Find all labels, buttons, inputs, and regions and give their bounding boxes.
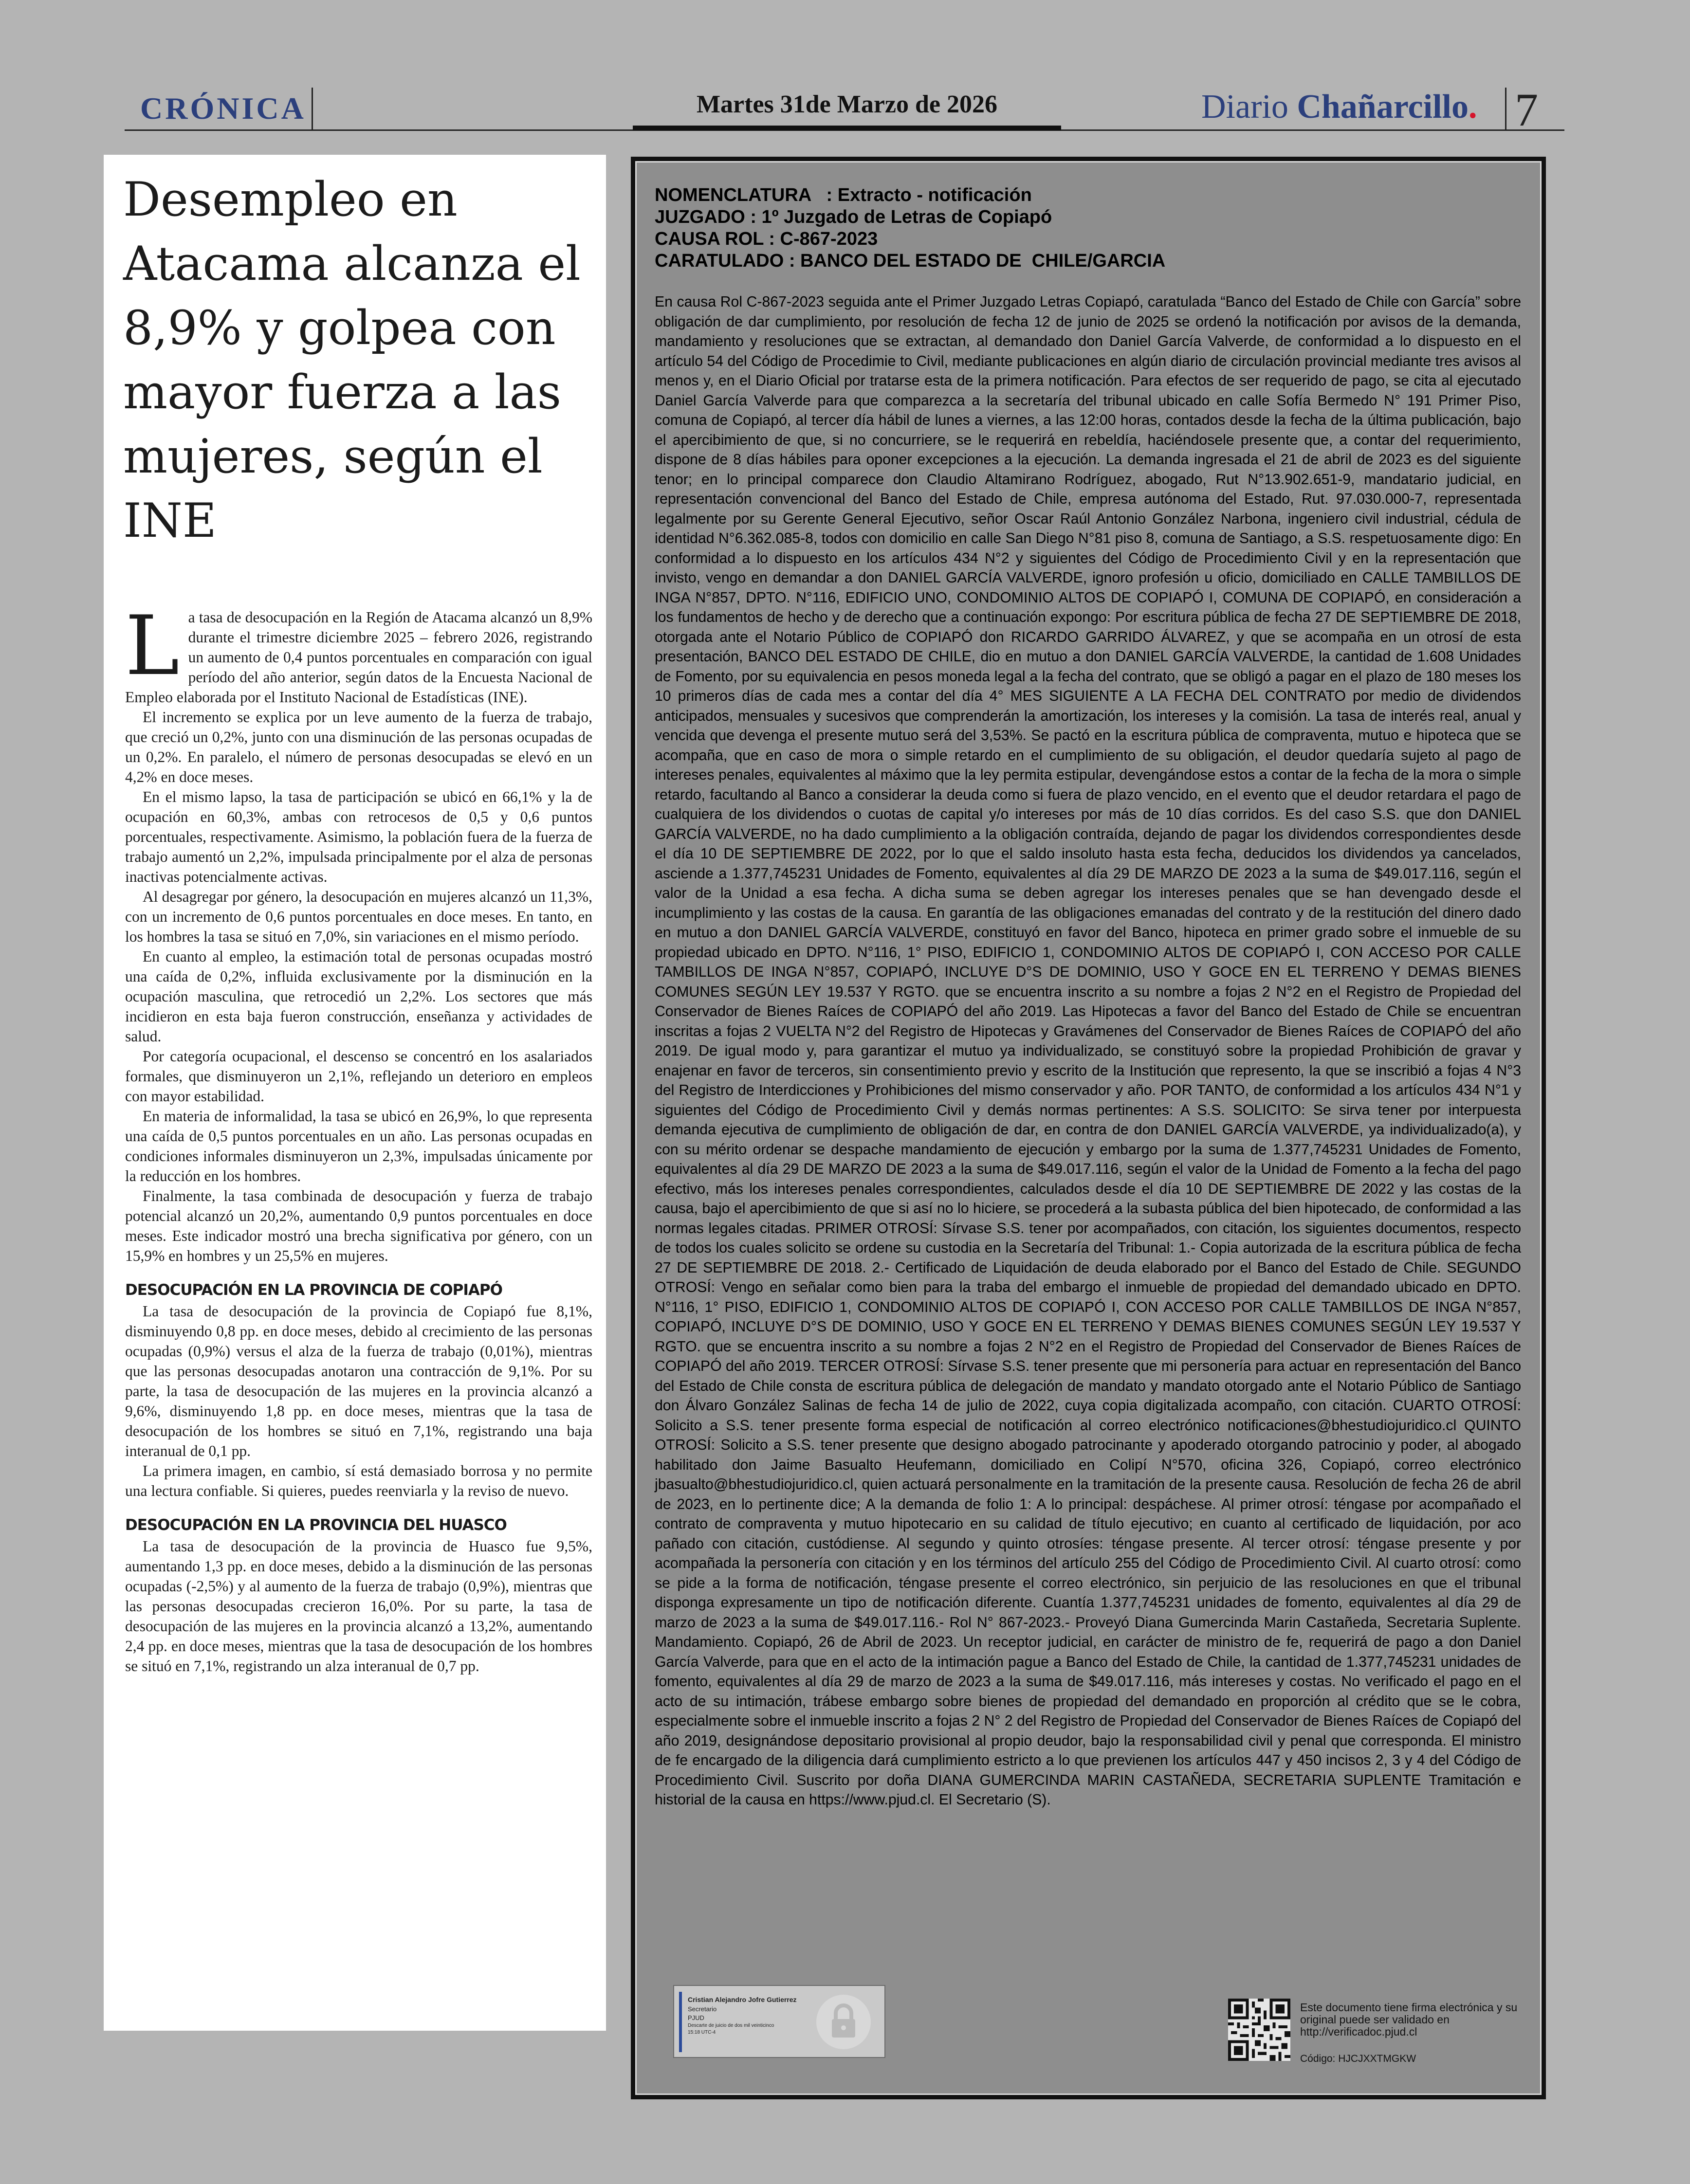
notice-text: En causa Rol C-867-2023 seguida ante el Primer Juzgado Letras Copiapó, caratulada “Banco del Estado de Chile con García” sobre obligación de dar cumplimiento, por resolución de fecha 12 de junio de 2025 se ordenó la notificación por avisos de la demanda, mandamiento y resoluciones que se extractan, al demandado don Daniel García Valverde, de conformidad a lo dispuesto en el artículo 54 del Código de Procedimie to Civil, mediante publicaciones en algún diario de circulación provincial mediante tres avisos al menos y, en el Diario Oficial por tratarse esta de la primera notificación. Para efectos de ser requerido de pago, se cita al ejecutado Daniel García Valverde para que comparezca a la secretaría del tribunal ubicado en calle Sofía Bermedo N° 191 Primer Piso, comuna de Copiapó, al tercer día hábil de lunes a viernes, a las 12:00 horas, contados desde la fecha de la última publicación, bajo el apercibimiento de que, si no concurriere, se le requerirá en rebeldía, haciéndosele presente que, a contar del requerimiento, dispone de 8 días hábiles para oponer excepciones a la ejecución. La demanda ingresada el 21 de abril de 2023 es del siguiente tenor; en lo principal comparece don Claudio Altamirano Rodríguez, abogado, Rut N°13.902.651-9, mandatario judicial, en representación convencional del Banco del Estado de Chile, empresa autónoma del Estado, Rut. 97.030.000-7, representada legalmente por su Gerente General Ejecutivo, señor Oscar Raúl Antonio González Narbona, ingeniero civil industrial, cédula de identidad N°6.362.085-8, todos con domicilio en calle San Diego N°81 piso 8, comuna de Santiago, a S.S. respetuosamente digo: En conformidad a lo dispuesto en los artículos 434 N°2 y siguientes del Código de Procedimiento Civil y en la representación que invisto, vengo en demandar a don DANIEL GARCÍA VALVERDE, ignoro profesión u oficio, domiciliado en CALLE TAMBILLOS DE INGA N°857, DPTO. N°116, EDIFICIO UNO, CONDOMINIO ALTOS DE COPIAPÓ I, COMUNA DE COPIAPÓ, en consideración a los fundamentos de hecho y de derecho que a continuación expongo: Por escritura pública de fecha 27 DE SEPTIEMBRE DE 2018, otorgada ante el Notario Público de COPIAPÓ don RICARDO GARRIDO ÁLVAREZ, y que se acompaña en un otrosí de esta presentación, BANCO DEL ESTADO DE CHILE, dio en mutuo a don DANIEL GARCÍA VALVERDE, la cantidad de 1.608 Unidades de Fomento, por su equivalencia en pesos moneda legal a la fecha del contrato, que se obligó a pagar en el plazo de 180 meses los 10 primeros días de cada mes a contar del día 4° MES SIGUIENTE A LA FECHA DEL CONTRATO por medio de dividendos anticipados, mensuales y sucesivos que comprenderán la amortización, los intereses y la comisión. La tasa de interés real, anual y vencida que devenga el presente mutuo será del 3,53%. Se pactó en la escritura pública de compraventa, mutuo e hipoteca que se acompaña, que en caso de mora o simple retardo en el cumplimiento de su obligación, el deudor quedaría sujeto al pago de intereses penales, equivalentes al máximo que la ley permita estipular, devengándose estos a contar de la fecha de la mora o simple retardo, facultando al Banco a considerar la deuda como si fuera de plazo vencido, en el evento que el deudor retardara el pago de cualquiera de los dividendos o cuotas de capital y/o intereses por más de 10 días corridos. Es del caso S.S. que don DANIEL GARCÍA VALVERDE, no ha dado cumplimiento a la obligación contraída, dejando de pagar los dividendos correspondientes desde el día 10 DE SEPTIEMBRE DE 2022, por lo que el saldo insoluto hasta esta fecha, deducidos los dividendos ya cancelados, asciende a 1.377,745231 Unidades de Fomento, equivalentes al día 29 DE MARZO DE 2023 a la suma de $49.017.116, según el valor de la Unidad a esa fecha. A dicha suma se deben agregar los intereses penales que se han devengado desde el incumplimiento y las costas de la causa. En garantía de las obligaciones emanadas del contrato y de la restitución del dinero dado en mutuo a don DANIEL GARCÍA VALVERDE, constituyó en favor del Banco, hipoteca en primer grado sobre el inmueble de su propiedad ubicado en DPTO. N°116, 1° PISO, EDIFICIO 1, CONDOMINIO ALTOS DE COPIAPÓ I, CON ACCESO POR CALLE TAMBILLOS DE INGA N°857, COPIAPÓ, INCLUYE D°S DE DOMINIO, USO Y GOCE EN EL TERRENO Y DEMAS BIENES COMUNES SEGÚN LEY 19.537 Y RGTO. que se encuentra inscrito a su nombre a fojas 2 N°2 en el Registro de Propiedad del Conservador de Bienes Raíces de COPIAPÓ del año 2019. Las Hipotecas a favor del Banco del Estado de Chile se encuentran inscritas a fojas 2 VUELTA N°2 del Registro de Hipotecas y Gravámenes del Conservador de Bienes Raíces de COPIAPÓ del año 2019. De igual modo y, para garantizar el mutuo ya individualizado, se constituyó sobre la propiedad Prohibición de gravar y enajenar en favor de terceros, sin consentimiento previo y escrito de la Institución que represento, la que se inscribió a fojas 4 N°3 del Registro de Interdicciones y Prohibiciones del mismo conservador y año. POR TANTO, de conformidad a los artículos 434 N°1 y siguientes del Código de Procedimiento Civil y demás normas pertinentes: A S.S. SOLICITO: Se sirva tener por interpuesta demanda ejecutiva de cumplimiento de obligación de dar, en contra de don DANIEL GARCÍA VALVERDE, ya individualizado(a), y con su mérito ordenar se despache mandamiento de ejecución y embargo por la suma de 1.377,745231 Unidades de Fomento, equivalentes al día 29 DE MARZO DE 2023 a la suma de $49.017.116, según el valor de la Unidad de Fomento a la fecha del pago efectivo, más los intereses penales correspondientes, calculados desde el día 10 DE SEPTIEMBRE DE 2022 y las costas de la causa, bajo el apercibimiento de que si así no lo hiciere, se procederá a la subasta pública del bien hipotecado, de conformidad a las normas legales citadas. PRIMER OTROSÍ: Sírvase S.S. tener por acompañados, con citación, los siguientes documentos, respecto de todos los cuales solicito se ordene su custodia en la Secretaría del Tribunal: 1.- Copia autorizada de la escritura pública de fecha 27 DE SEPTIEMBRE DE 2018. 2.- Certificado de Liquidación de deuda elaborado por el Banco del Estado de Chile. SEGUNDO OTROSÍ: Vengo en señalar como bien para la traba del embargo el inmueble de propiedad del demandado ubicado en DPTO. N°116, 1° PISO, EDIFICIO 1, CONDOMINIO ALTOS DE COPIAPÓ I, CON ACCESO POR CALLE TAMBILLOS DE INGA N°857, COPIAPÓ, INCLUYE D°S DE DOMINIO, USO Y GOCE EN EL TERRENO Y DEMAS BIENES COMUNES SEGÚN LEY 19.537 Y RGTO. que se encuentra inscrito a su nombre a fojas 2 N°2 en el Registro de Propiedad del Conservador de Bienes Raíces de COPIAPÓ del año 2019. TERCER OTROSÍ: Sírvase S.S. tener presente que mi personería para actuar en representación del Banco del Estado de Chile consta de escritura pública de delegación de mandato y mandato otorgado ante el Notario Público de Santiago don Álvaro González Salinas de fecha 14 de julio de 2022, cuya copia digitalizada acompaño, con citación. CUARTO OTROSÍ: Solicito a S.S. tener presente forma especial de notificación al correo electrónico notificaciones@bhestudiojuridico.cl QUINTO OTROSÍ: Solicito a S.S. tener presente que designo abogado patrocinante y apoderado otorgando patrocinio y poder, al abogado habilitado don Jaime Basualto Heufemann, domiciliado en Colipí N°570, oficina 326, Copiapó, correo electrónico jbasualto@bhestudiojuridico.cl, quien actuará personalmente en la tramitación de la presente causa. Resolución de fecha 26 de abril de 2023, en lo pertinente dice; A la demanda de folio 1: A lo principal: despáchese. Al primer otrosí: téngase por acompañado el contrato de compraventa y mutuo hipotecario en su calidad de título ejecutivo; en cuanto al certificado de liquidación, por aco pañado con citación, custódiense. Al segundo y quinto otrosíes: téngase presente. Al tercer otrosí: téngase presente y por acompañada la personería con citación y en los términos del artículo 255 del Código de Procedimiento Civil. Al cuarto otrosí: como se pide a la forma de notificación, téngase presente el correo electrónico, sin perjuicio de las resoluciones en que el tribunal disponga expresamente un tipo de notificación diferente. Cuantía 1.377,745231 unidades de fomento, equivalentes al día 29 de marzo de 2023 a la suma de $49.017.116.- Rol N° 867-2023.- Proveyó Diana Gumercinda Marin Castañeda, Secretaria Suplente. Mandamiento. Copiapó, 26 de Abril de 2023. Un receptor judicial, en carácter de ministro de fe, requerirá de pago a don Daniel García Valverde, para que en el acto de la intimación pague a Banco del Estado de Chile, la cantidad de 1.377,745231 unidades de fomento, equivalentes al día 29 de marzo de 2023 a la suma de $49.017.116, más intereses y costas. No verificado el pago en el acto de su intimación, trábese embargo sobre bienes de propiedad del demandado en proporción al crédito que se le cobra, especialmente sobre el inmueble inscrito a fojas 2 N° 2 del Registro de Propiedad del Conservador de Bienes Raíces de Copiapó del año 2019, designándose depositario provisional al propio deudor, bajo la responsabilidad civil y penal que corresponda. El ministro de fe encargado de la diligencia dará cumplimiento estricto a lo que previenen los artículos 447 y 450 incisos 2, 3 y 4 del Código de Procedimiento Civil. Suscrito por doña DIANA GUMERCINDA MARIN CASTAÑEDA, SECRETARIA SUPLENTE Tramitación e historial de la causa en https://www.pjud.cl. El Secretario (S).: [655, 294, 1521, 1808]
section-divider: [312, 88, 313, 130]
newspaper-brand: [1201, 88, 1477, 127]
signature-accent-bar: [679, 1992, 682, 2052]
signer-name: Cristian Alejandro Jofre Gutierrez: [688, 1996, 797, 2003]
article-lead: [125, 598, 592, 707]
article-paragraph: En cuanto al empleo, la estimación total de personas ocupadas mostró una caída de 0,2%, influida exclusivamente por la disminución en la ocupación masculina, que retrocedió un 2,2%. Los sectores que más incidieron en esta baja fueron construcción, enseñanza y actividades de salud.: [125, 948, 592, 1045]
qr-code-icon: [1228, 1999, 1290, 2061]
article-paragraph: En el mismo lapso, la tasa de participación se ubicó en 66,1% y la de ocupación en 60,3%, ambas con retrocesos de 0,5 y 0,6 puntos porcentuales, respectivamente. Asimismo, la población fuera de la fuerza de trabajo aumentó un 2,2%, impulsada principalmente por el alza de personas inactivas potencialmente activas.: [125, 788, 592, 885]
article-paragraph: La tasa de desocupación de la provincia de Huasco fue 9,5%, aumentando 1,3 pp. en doce meses, debido a la disminución de las personas ocupadas (-2,5%) y al aumento de la fuerza de trabajo (0,9%), mientras que las personas desocupadas crecieron 16,0%. Por su parte, la tasa de desocupación de las mujeres en la provincia alcanzó a 13,2%, aumentando 2,4 pp. en doce meses, mientras que la tasa de desocupación de los hombres se situó en 7,1%, registrando un alza interanual de 0,7 pp.: [125, 1538, 592, 1674]
article-paragraph: El incremento se explica por un leve aumento de la fuerza de trabajo, que creció un 0,2%, junto con una disminución de las personas ocupadas de un 0,2%. En paralelo, el número de personas desocupadas se elevó en un 4,2% en doce meses.: [125, 709, 592, 785]
article-paragraph: En materia de informalidad, la tasa se ubicó en 26,9%, lo que representa una caída de 0,5 puntos porcentuales en un año. Las personas ocupadas en condiciones informales disminuyeron un 2,3%, impulsadas únicamente por la reducción en los hombres.: [125, 1108, 592, 1184]
article-paragraph: Finalmente, la tasa combinada de desocupación y fuerza de trabajo potencial alcanzó un 20,2%, aumentando 0,9 puntos porcentuales en doce meses. Este indicador mostró una brecha significativa por género, con un 15,9% en hombres y un 25,5% en mujeres.: [125, 1187, 592, 1264]
subhead-copiapo: DESOCUPACIÓN EN LA PROVINCIA DE COPIAPÓ: [125, 1281, 502, 1299]
article-paragraph: La primera imagen, en cambio, sí está demasiado borrosa y no permite una lectura confiable. Si quieres, puedes reenviarla y la reviso de nuevo.: [125, 1462, 592, 1499]
verification-code: Código: HJCJXXTMGKW: [1300, 2053, 1416, 2064]
date-underline: [633, 126, 1061, 130]
notice-title: NOMENCLATURA : Extracto - notificación JUZGADO : 1º Juzgado de Letras de Copiapó CAUSA ROL : C-867-2023 CARATULADO : BANCO DEL ESTADO DE CHILE/GARCIA: [655, 185, 1166, 271]
lock-icon: [816, 1995, 871, 2049]
article-paragraph: Al desagregar por género, la desocupación en mujeres alcanzó un 11,3%, con un incremento de 0,6 puntos porcentuales en doce meses. En tanto, en los hombres la tasa se situó en 7,0%, sin variaciones en el mismo período.: [125, 888, 592, 945]
legal-notice: [631, 157, 1546, 2099]
article-paragraph: Por categoría ocupacional, el descenso se concentró en los asalariados formales, que disminuyeron un 2,1%, reflejando un deterioro en empleos con mayor estabilidad.: [125, 1048, 592, 1105]
article-headline: Desempleo en Atacama alcanza el 8,9% y golpea con mayor fuerza a las mujeres, según el INE: [123, 172, 581, 548]
lead-text: a tasa de desocupación en la Región de Atacama alcanzó un 8,9% durante el trimestre diciembre 2025 – febrero 2026, registrando un aumento de 0,4 puntos porcentuales en comparación con igual período del año anterior, según datos de la Encuesta Nacional de Empleo elaborada por el Instituto Nacional de Estadísticas (INE).: [125, 609, 592, 706]
electronic-signature-box: [673, 1985, 885, 2058]
brand-dot: .: [1468, 88, 1477, 126]
verification-text: Este documento tiene firma electrónica y su original puede ser validado en http://verificadoc.pjud.cl: [1300, 2001, 1518, 2038]
article-paragraph: La tasa de desocupación de la provincia de Copiapó fue 8,1%, disminuyendo 0,8 pp. en doce meses, debido al crecimiento de las personas ocupadas (0,9%) versus el alza de la fuerza de trabajo (0,01%), mientras que las personas desocupadas anotaron una contracción de 9,1%. Por su parte, la tasa de desocupación de las mujeres en la provincia alcanzó a 9,6%, disminuyendo 1,8 pp. en doce meses, mientras que la tasa de desocupación de los hombres se situó en 7,1%, registrando una baja interanual de 0,1 pp.: [125, 1303, 592, 1459]
signer-org: PJUD: [688, 2014, 704, 2021]
signature-note: Descarte de juicio de dos mil veinticinco: [688, 2023, 774, 2028]
signature-time: 15:18 UTC-4: [688, 2030, 716, 2035]
article-column: [104, 155, 606, 2031]
issue-date: Martes 31de Marzo de 2026: [696, 91, 998, 118]
brand-name: Chañarcillo: [1297, 88, 1469, 126]
subhead-huasco: DESOCUPACIÓN EN LA PROVINCIA DEL HUASCO: [125, 1516, 507, 1534]
article-body: [125, 598, 592, 1676]
page-number: 7: [1515, 84, 1538, 136]
page-number-divider: [1505, 88, 1506, 130]
section-label: CRÓNICA: [140, 91, 306, 126]
signer-role: Secretario: [688, 2005, 717, 2013]
drop-cap: L: [125, 598, 180, 693]
brand-prefix: Diario: [1201, 88, 1297, 126]
